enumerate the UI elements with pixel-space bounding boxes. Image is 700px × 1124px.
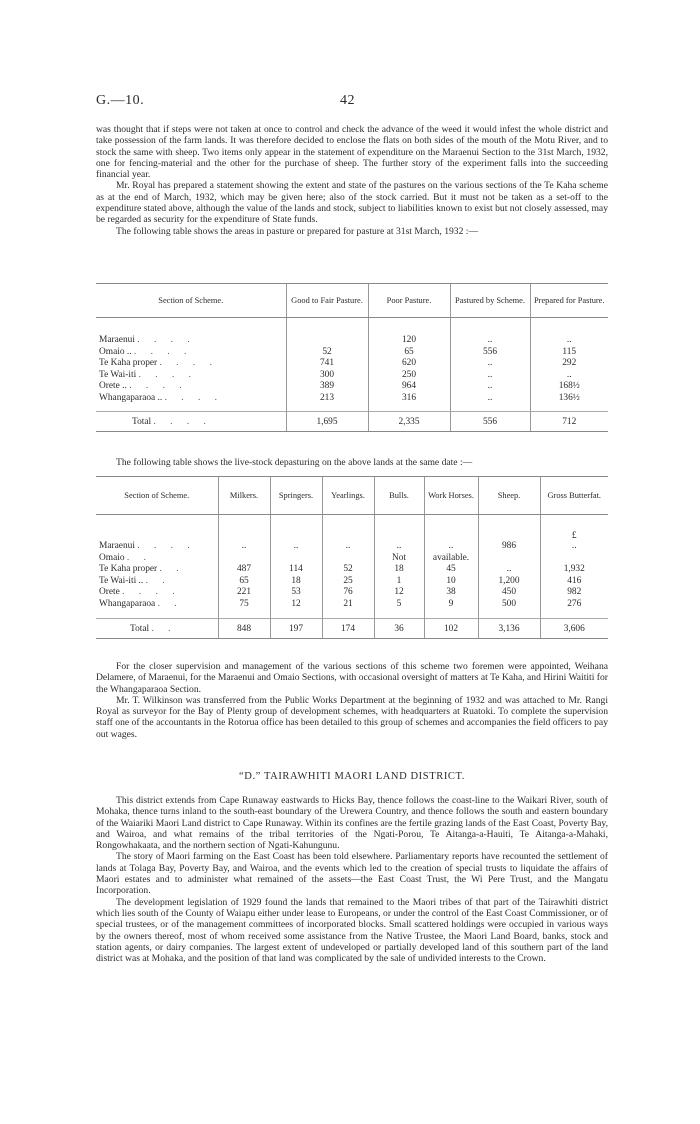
work-horses-total: 102: [424, 619, 478, 639]
section-name: Orete ..: [99, 381, 127, 392]
bulls-cell: 5: [374, 598, 424, 610]
yearlings-cell: 21: [322, 598, 374, 610]
milkers-cell: 75: [218, 598, 270, 610]
milkers-cell: [218, 552, 270, 564]
table-row: [96, 541, 608, 553]
section-heading: “D.” TAIRAWHITI MAORI LAND DISTRICT.: [239, 771, 465, 782]
table-header-row: [96, 284, 608, 318]
good-pasture-cell: 300: [286, 369, 368, 381]
good-pasture-cell: 741: [286, 358, 368, 370]
good-pasture-cell: 52: [286, 346, 368, 358]
springers-cell: ..: [270, 541, 322, 553]
poor-pasture-cell: 250: [368, 369, 450, 381]
butterfat-total: 3,606: [540, 619, 608, 639]
bulls-cell: 1: [374, 575, 424, 587]
butterfat-cell: [540, 552, 608, 564]
leader-dots: . . . .: [138, 369, 197, 380]
paragraph: Mr. T. Wilkinson was transferred from the Public Works Department at the beginning of 1932 and was attached to Mr. Rangi Royal as surveyor for the Bay of Plenty group of development schemes, with headquarters at Ruatoki. To complete the supervision staff one of the accountants in the Rotorua office has been detailed to this group of schemes and accompanies the field officers to pay out wages.: [96, 694, 608, 740]
bulls-cell: 12: [374, 587, 424, 599]
column-header: Yearlings.: [322, 477, 374, 515]
table-row: [96, 335, 608, 347]
paragraph: The following table shows the areas in pasture or prepared for pasture at 31st March, 1932 :—: [116, 225, 479, 237]
table-row: [96, 358, 608, 370]
table-row: [96, 552, 608, 564]
paragraph: This district extends from Cape Runaway eastwards to Hicks Bay, thence follows the coast-line to the Waikari River, south of Mohaka, thence turns inland to the south-east boundary of the Urewera Country, and thence follows the south and eastern boundary of the Waiariki Maori Land district to Cape Runaway. Within its confines are the fertile grazing lands of the East Coast, Poverty Bay, and Wairoa, and what remains of the tribal territories of the Ngati-Porou, Te Aitanga-a-Hauiti, Te Aitanga-a-Mahaki, Rongowhakaata, and the northern section of Ngati-Kahungunu.: [96, 795, 608, 852]
currency-symbol: £: [540, 515, 608, 541]
butterfat-cell: 982: [540, 587, 608, 599]
yearlings-cell: ..: [322, 541, 374, 553]
good-pasture-cell: 389: [286, 381, 368, 393]
work-horses-cell: ..: [424, 541, 478, 553]
district-text: [96, 795, 608, 964]
prepared-cell: 115: [530, 346, 608, 358]
good-pasture-cell: 213: [286, 392, 368, 404]
sheep-cell: 986: [478, 541, 540, 553]
section-name: Te Kaha proper: [99, 358, 158, 369]
poor-pasture-total: 2,335: [368, 412, 450, 432]
poor-pasture-cell: 316: [368, 392, 450, 404]
leader-dots: . .: [126, 552, 152, 563]
column-header: Work Horses.: [424, 477, 478, 515]
column-header: Good to Fair Pasture.: [286, 284, 368, 318]
table-row: [96, 346, 608, 358]
springers-cell: 53: [270, 587, 322, 599]
table-row: [96, 392, 608, 404]
bulls-cell: ..: [374, 541, 424, 553]
leader-dots: . . . .: [133, 346, 193, 357]
section-name: Whangaparaoa ..: [99, 392, 163, 403]
column-header: Poor Pasture.: [368, 284, 450, 318]
yearlings-cell: 52: [322, 564, 374, 576]
paragraph: Mr. Royal has prepared a statement showing the extent and state of the pastures on the various sections of the Te Kaha scheme as at the end of March, 1932, which may be given here; also of the stock carried. But it must not be taken as a set-off to the expenditure stated above, although the value of the lands and stock, subject to liabilities known to exist but not closely assessed, may be regarded as security for the expenditure of State funds.: [96, 180, 608, 226]
leader-dots: . .: [157, 598, 183, 609]
milkers-cell: ..: [218, 541, 270, 553]
supervision-text: [96, 661, 608, 740]
section-name: Omaio: [99, 552, 125, 563]
column-header: Prepared for Pasture.: [530, 284, 608, 318]
table-row: [96, 575, 608, 587]
prepared-cell: ..: [530, 335, 608, 347]
column-header: Milkers.: [218, 477, 270, 515]
bulls-cell: 18: [374, 564, 424, 576]
pastured-total: 556: [450, 412, 530, 432]
table-row: [96, 598, 608, 610]
leader-dots: . .: [145, 575, 171, 586]
section-name: Te Wai-iti: [99, 369, 137, 380]
column-header: Bulls.: [374, 477, 424, 515]
springers-cell: 18: [270, 575, 322, 587]
column-header: Gross Butterfat.: [540, 477, 608, 515]
table-row: [96, 381, 608, 393]
table-row: [96, 564, 608, 576]
poor-pasture-cell: 65: [368, 346, 450, 358]
document-reference: G.—10.: [96, 93, 145, 108]
sheep-cell: 1,200: [478, 575, 540, 587]
milkers-cell: 221: [218, 587, 270, 599]
prepared-total: 712: [530, 412, 608, 432]
column-header: Section of Scheme.: [96, 284, 286, 318]
good-pasture-cell: [286, 335, 368, 347]
pastured-cell: ..: [450, 358, 530, 370]
springers-cell: 12: [270, 598, 322, 610]
table-row: [96, 587, 608, 599]
section-name: Omaio ..: [99, 346, 132, 357]
livestock-intro: [116, 457, 608, 468]
leader-dots: . .: [151, 623, 177, 634]
work-horses-cell: 45: [424, 564, 478, 576]
column-header: Pastured by Scheme.: [450, 284, 530, 318]
leader-dots: . .: [159, 564, 185, 575]
butterfat-cell: 276: [540, 598, 608, 610]
column-header: Springers.: [270, 477, 322, 515]
pastured-cell: 556: [450, 346, 530, 358]
bulls-total: 36: [374, 619, 424, 639]
leader-dots: . . . .: [137, 541, 196, 552]
poor-pasture-cell: 964: [368, 381, 450, 393]
leader-dots: . . . .: [153, 416, 212, 427]
section-name: Orete: [99, 587, 120, 598]
prepared-cell: 168½: [530, 381, 608, 393]
page-number: 42: [340, 93, 355, 108]
yearlings-cell: 76: [322, 587, 374, 599]
section-name: Maraenui: [99, 541, 135, 552]
pastured-cell: ..: [450, 381, 530, 393]
total-label: Total: [132, 416, 152, 427]
total-label: Total: [130, 623, 150, 634]
yearlings-total: 174: [322, 619, 374, 639]
table-total-row: [96, 619, 608, 639]
pastured-cell: ..: [450, 392, 530, 404]
yearlings-cell: [322, 552, 374, 564]
butterfat-cell: 1,932: [540, 564, 608, 576]
intro-text: [96, 124, 608, 237]
work-horses-cell: 9: [424, 598, 478, 610]
column-header: Section of Scheme.: [96, 477, 218, 515]
prepared-cell: ..: [530, 369, 608, 381]
bulls-cell: Not: [374, 552, 424, 564]
leader-dots: . . . .: [129, 381, 188, 392]
paragraph: The development legislation of 1929 found the lands that remained to the Maori tribes of that part of the Tairawhiti district which lies south of the County of Waiapu either under lease to Europeans, or under the control of the East Coast Commissioner, or of special trustees, or of the management committees of incorporated blocks. Small scattered holdings were occupied in various ways by the owners thereof, most of whom received some assistance from the Native Trustee, the Maori Land Board, banks, stock and station agents, or dairy companies. The largest extent of undeveloped or partially developed land of this southern part of the land district was at Mohaka, and the position of that land was complicated by the sale of undivided interests to the Crown.: [96, 896, 608, 965]
yearlings-cell: 25: [322, 575, 374, 587]
prepared-cell: 136½: [530, 392, 608, 404]
table-total-row: [96, 412, 608, 432]
leader-dots: . . . .: [159, 358, 218, 369]
milkers-total: 848: [218, 619, 270, 639]
springers-total: 197: [270, 619, 322, 639]
leader-dots: . . . .: [122, 587, 181, 598]
good-pasture-total: 1,695: [286, 412, 368, 432]
milkers-cell: 65: [218, 575, 270, 587]
springers-cell: [270, 552, 322, 564]
leader-dots: . . . .: [164, 392, 223, 403]
table-header-row: [96, 477, 608, 515]
section-name: Te Wai-iti ..: [99, 575, 144, 586]
section-name: Whangaparaoa: [99, 598, 156, 609]
work-horses-cell: 38: [424, 587, 478, 599]
section-name: Maraenui: [99, 335, 135, 346]
work-horses-cell: available.: [424, 552, 478, 564]
paragraph: For the closer supervision and management of the various sections of this scheme two foremen were appointed, Weihana Delamere, of Maraenui, for the Maraenui and Omaio Sections, with occasional oversight of matters at Te Kaha, and Hirini Waititi for the Whangaparaoa Section.: [96, 661, 608, 695]
poor-pasture-cell: 120: [368, 335, 450, 347]
paragraph: The following table shows the live-stock depasturing on the above lands at the same date :—: [116, 457, 473, 468]
pastured-cell: ..: [450, 369, 530, 381]
sheep-cell: 500: [478, 598, 540, 610]
sheep-cell: ..: [478, 564, 540, 576]
livestock-table: [96, 476, 608, 639]
sheep-cell: [478, 552, 540, 564]
poor-pasture-cell: 620: [368, 358, 450, 370]
section-name: Te Kaha proper: [99, 564, 158, 575]
table-row: [96, 369, 608, 381]
column-header: Sheep.: [478, 477, 540, 515]
paragraph: The story of Maori farming on the East Coast has been told elsewhere. Parliamentary reports have recounted the settlement of lands at Tolaga Bay, Poverty Bay, and Wairoa, and the events which led to the creation of special trusts to liquidate the affairs of Maori estates and to administer what remained of the assets—the East Coast Trust, the Wi Pere Trust, and the Mangatu Incorporation.: [96, 851, 608, 897]
prepared-cell: 292: [530, 358, 608, 370]
milkers-cell: 487: [218, 564, 270, 576]
paragraph: was thought that if steps were not taken at once to control and check the advance of the weed it would infest the whole district and take possession of the farm lands. It was therefore decided to enclose the flats on both sides of the mouth of the Motu River, and to stock the same with sheep. Two items only appear in the statement of expenditure on the Maraenui Section to the 31st March, 1932, one for fencing-material and the other for the purchase of sheep. The further story of the experiment falls into the succeeding financial year.: [96, 124, 608, 181]
pasture-areas-table: [96, 283, 608, 432]
springers-cell: 114: [270, 564, 322, 576]
butterfat-cell: 416: [540, 575, 608, 587]
pastured-cell: ..: [450, 335, 530, 347]
sheep-total: 3,136: [478, 619, 540, 639]
leader-dots: . . . .: [137, 335, 196, 346]
sheep-cell: 450: [478, 587, 540, 599]
work-horses-cell: 10: [424, 575, 478, 587]
butterfat-cell: ..: [540, 541, 608, 553]
